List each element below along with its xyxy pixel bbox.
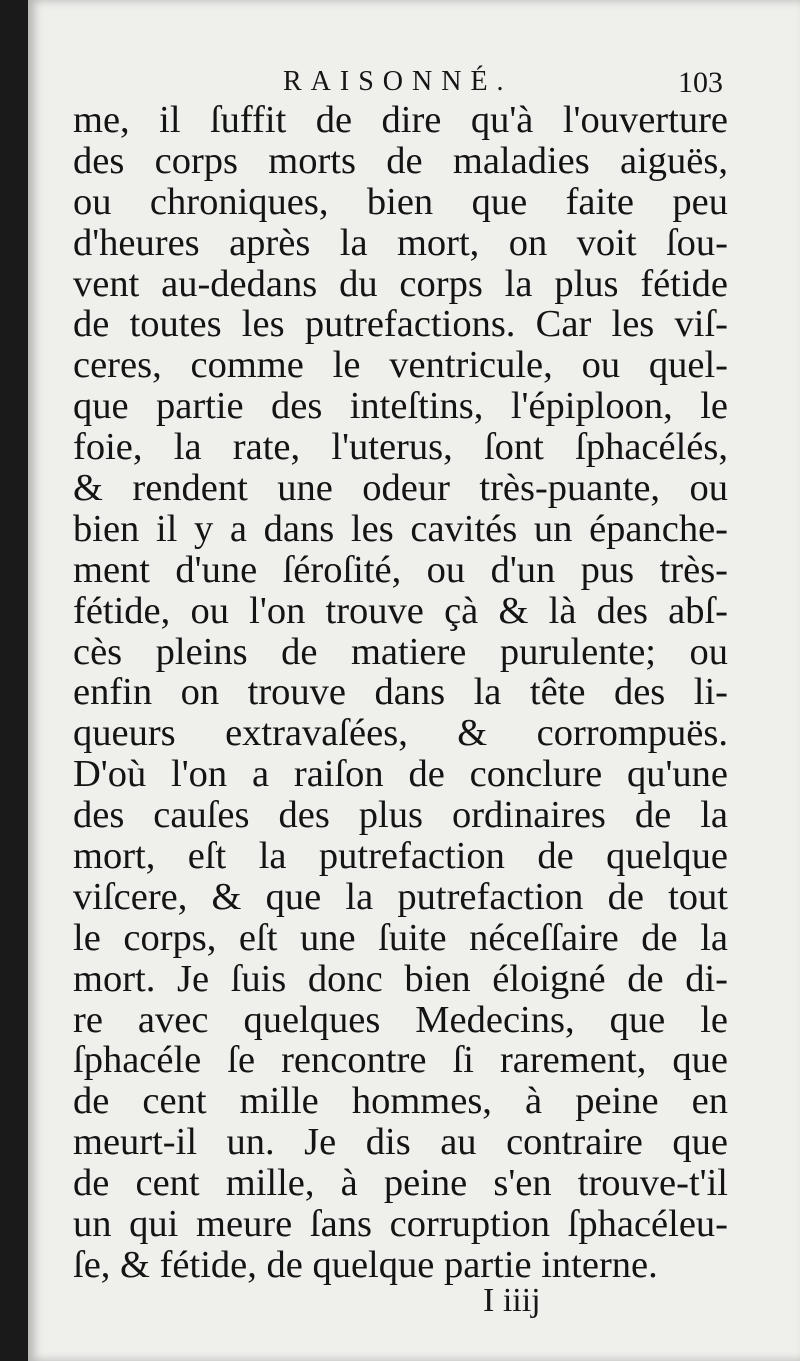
text-line: le corps, eſt une ſuite néceſſaire de la xyxy=(73,916,728,959)
text-line: & rendent une odeur très-puante, ou xyxy=(73,467,728,510)
text-line: ou chroniques, bien que faite peu xyxy=(73,180,728,223)
text-line: des cauſes des plus ordinaires de la xyxy=(73,794,728,837)
text-line: me, il ſuffit de dire qu'à l'ouverture xyxy=(73,99,728,141)
text-line: vent au-dedans du corps la plus fétide xyxy=(73,262,728,305)
text-line: que partie des inteſtins, l'épiploon, le xyxy=(73,385,728,428)
text-line: meurt-il un. Je dis au contraire que xyxy=(73,1121,728,1164)
text-line: ceres, comme le ventricule, ou quel- xyxy=(73,344,728,387)
text-line: D'où l'on a raiſon de conclure qu'une xyxy=(73,753,728,796)
text-line: re avec quelques Medecins, que le xyxy=(73,998,728,1041)
text-line: foie, la rate, l'uterus, ſont ſphacélés, xyxy=(73,426,728,469)
text-line: d'heures après la mort, on voit ſou- xyxy=(73,221,728,264)
running-title: RAISONNÉ. xyxy=(283,66,513,97)
text-line: des corps morts de maladies aiguës, xyxy=(73,139,728,182)
text-line: fétide, ou l'on trouve çà & là des abſ- xyxy=(73,589,728,632)
page-number: 103 xyxy=(678,66,723,99)
text-line: ment d'une ſéroſité, ou d'un pus très- xyxy=(73,548,728,591)
text-line: de toutes les putrefactions. Car les viſ- xyxy=(73,303,728,346)
body-text xyxy=(73,100,728,1286)
text-line: cès pleins de matiere purulente; ou xyxy=(73,630,728,673)
text-line: viſcere, & que la putrefaction de tout xyxy=(73,875,728,918)
text-line: un qui meure ſans corruption ſphacéleu- xyxy=(73,1203,728,1246)
text-line: enfin on trouve dans la tête des li- xyxy=(73,671,728,714)
book-page xyxy=(28,0,800,1361)
text-line: de cent mille hommes, à peine en xyxy=(73,1080,728,1123)
text-line: de cent mille, à peine s'en trouve-t'il xyxy=(73,1162,728,1205)
text-line: queurs extravaſées, & corrompuës. xyxy=(73,712,728,755)
text-line: mort. Je ſuis donc bien éloigné de di- xyxy=(73,957,728,1000)
text-line: ſphacéle ſe rencontre ſi rarement, que xyxy=(73,1039,728,1082)
text-line: bien il y a dans les cavités un épanche- xyxy=(73,507,728,550)
text-line: mort, eſt la putrefaction de quelque xyxy=(73,835,728,878)
page-header xyxy=(88,60,723,100)
text-line: ſe, & fétide, de quelque partie interne. xyxy=(73,1243,658,1286)
signature-mark: I iiij xyxy=(483,1282,541,1319)
